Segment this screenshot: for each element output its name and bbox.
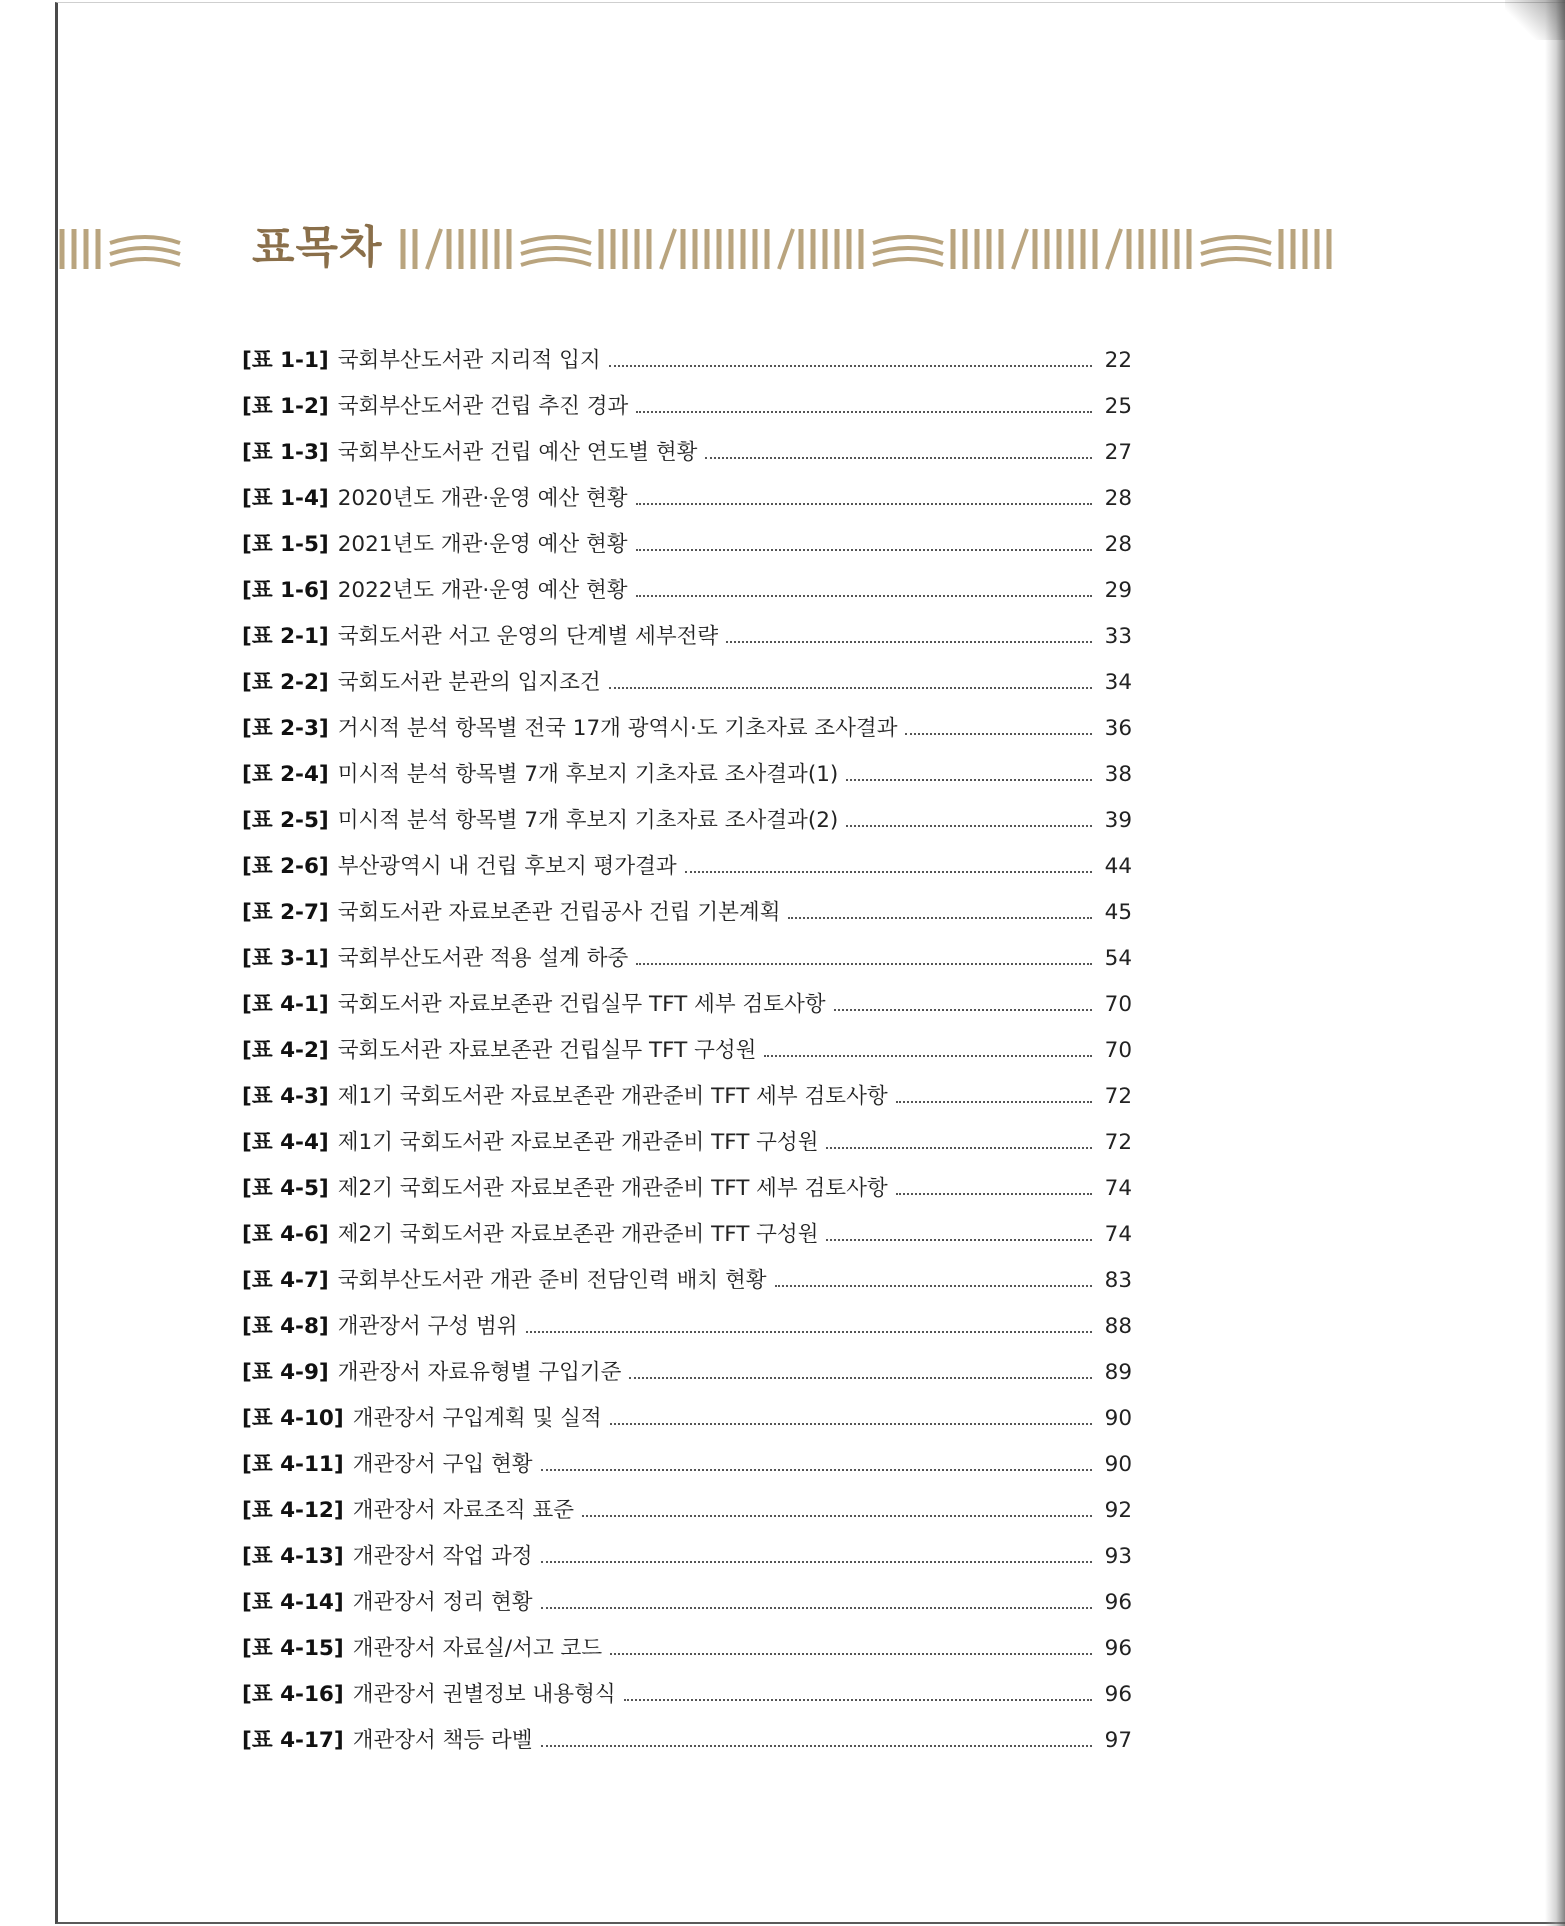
toc-entry-title: 개관장서 자료조직 표준 <box>352 1498 575 1523</box>
toc-entry-page: 93 <box>1104 1544 1132 1569</box>
toc-entry-number: [표 4-11] <box>242 1452 344 1477</box>
toc-entry-title: 국회도서관 자료보존관 건립실무 TFT 구성원 <box>337 1038 757 1063</box>
toc-dot-leader <box>834 1008 1092 1011</box>
toc-dot-leader <box>826 1238 1092 1241</box>
toc-dot-leader <box>896 1192 1092 1195</box>
toc-entry-number: [표 4-16] <box>242 1682 344 1707</box>
toc-dot-leader <box>609 686 1092 689</box>
toc-entry[interactable] <box>242 744 1132 790</box>
toc-entry[interactable] <box>242 698 1132 744</box>
toc-entry-title: 미시적 분석 항목별 7개 후보지 기초자료 조사결과(1) <box>337 762 839 787</box>
toc-entry-number: [표 4-15] <box>242 1636 344 1661</box>
toc-entry-number: [표 1-4] <box>242 486 329 511</box>
toc-entry-title: 국회도서관 분관의 입지조건 <box>337 670 601 695</box>
toc-entry-number: [표 4-5] <box>242 1176 329 1201</box>
page-title: 표목차 <box>240 220 395 276</box>
toc-entry[interactable] <box>242 330 1132 376</box>
toc-entry-page: 72 <box>1104 1084 1132 1109</box>
toc-entry[interactable] <box>242 882 1132 928</box>
toc-entry-page: 27 <box>1104 440 1132 465</box>
toc-entry-page: 90 <box>1104 1406 1132 1431</box>
ornament-wave <box>873 259 943 265</box>
toc-entry-page: 96 <box>1104 1636 1132 1661</box>
toc-entry-title: 제1기 국회도서관 자료보존관 개관준비 TFT 세부 검토사항 <box>337 1084 888 1109</box>
toc-entry-title: 개관장서 구입계획 및 실적 <box>352 1406 602 1431</box>
toc-entry-page: 90 <box>1104 1452 1132 1477</box>
toc-entry[interactable] <box>242 1434 1132 1480</box>
toc-entry-number: [표 4-4] <box>242 1130 329 1155</box>
ornament-stroke <box>1107 229 1121 269</box>
toc-entry-page: 89 <box>1104 1360 1132 1385</box>
ornament-wave <box>110 259 180 265</box>
toc-entry-page: 74 <box>1104 1222 1132 1247</box>
toc-entry[interactable] <box>242 1020 1132 1066</box>
toc-dot-leader <box>636 962 1092 965</box>
toc-entry-page: 45 <box>1104 900 1132 925</box>
toc-entry-number: [표 4-6] <box>242 1222 329 1247</box>
ornament-wave <box>110 237 180 243</box>
toc-entry-number: [표 4-3] <box>242 1084 329 1109</box>
ornament-wave <box>873 237 943 243</box>
toc-entry-page: 92 <box>1104 1498 1132 1523</box>
toc-dot-leader <box>610 1652 1092 1655</box>
toc-entry-number: [표 1-1] <box>242 348 329 373</box>
ornament-wave <box>1201 248 1271 254</box>
toc-entry-page: 72 <box>1104 1130 1132 1155</box>
toc-entry-title: 개관장서 구성 범위 <box>337 1314 518 1339</box>
toc-dot-leader <box>609 364 1092 367</box>
toc-entry-page: 29 <box>1104 578 1132 603</box>
ornament-wave <box>521 248 591 254</box>
toc-dot-leader <box>764 1054 1092 1057</box>
toc-entry-title: 국회부산도서관 개관 준비 전담인력 배치 현황 <box>337 1268 767 1293</box>
toc-entry-number: [표 2-6] <box>242 854 329 879</box>
toc-entry[interactable] <box>242 1480 1132 1526</box>
toc-entry-number: [표 2-5] <box>242 808 329 833</box>
toc-entry[interactable] <box>242 1342 1132 1388</box>
ornament-wave <box>1201 237 1271 243</box>
toc-entry[interactable] <box>242 1112 1132 1158</box>
toc-entry[interactable] <box>242 790 1132 836</box>
toc-entry-title: 2021년도 개관·운영 예산 현황 <box>337 532 628 557</box>
toc-entry-number: [표 2-1] <box>242 624 329 649</box>
toc-entry[interactable] <box>242 422 1132 468</box>
toc-entry-title: 국회도서관 자료보존관 건립공사 건립 기본계획 <box>337 900 781 925</box>
toc-dot-leader <box>705 456 1092 459</box>
toc-dot-leader <box>726 640 1092 643</box>
toc-dot-leader <box>896 1100 1092 1103</box>
toc-entry[interactable] <box>242 1250 1132 1296</box>
ornament-stroke <box>1013 229 1027 269</box>
toc-entry-title: 국회부산도서관 건립 예산 연도별 현황 <box>337 440 698 465</box>
toc-entry[interactable] <box>242 560 1132 606</box>
toc-entry-number: [표 2-2] <box>242 670 329 695</box>
toc-dot-leader <box>541 1606 1092 1609</box>
toc-entry[interactable] <box>242 1066 1132 1112</box>
toc-entry[interactable] <box>242 1296 1132 1342</box>
toc-entry-number: [표 2-7] <box>242 900 329 925</box>
toc-dot-leader <box>846 824 1092 827</box>
toc-entry-number: [표 4-8] <box>242 1314 329 1339</box>
ornament-wave <box>521 259 591 265</box>
toc-entry[interactable] <box>242 1664 1132 1710</box>
page-curl-shadow <box>1545 0 1565 1926</box>
toc-entry-page: 88 <box>1104 1314 1132 1339</box>
toc-entry-number: [표 4-1] <box>242 992 329 1017</box>
toc-entry-title: 거시적 분석 항목별 전국 17개 광역시·도 기초자료 조사결과 <box>337 716 898 741</box>
toc-entry-title: 2020년도 개관·운영 예산 현황 <box>337 486 628 511</box>
toc-entry-page: 54 <box>1104 946 1132 971</box>
toc-entry[interactable] <box>242 928 1132 974</box>
toc-entry-title: 개관장서 구입 현황 <box>352 1452 533 1477</box>
toc-entry-number: [표 1-2] <box>242 394 329 419</box>
toc-entry[interactable] <box>242 974 1132 1020</box>
toc-entry-title: 개관장서 자료실/서고 코드 <box>352 1636 603 1661</box>
toc-entry-page: 25 <box>1104 394 1132 419</box>
toc-entry-title: 국회부산도서관 적용 설계 하중 <box>337 946 629 971</box>
toc-entry-number: [표 4-14] <box>242 1590 344 1615</box>
toc-entry-title: 개관장서 작업 과정 <box>352 1544 533 1569</box>
toc-entry-number: [표 1-3] <box>242 440 329 465</box>
toc-dot-leader <box>636 502 1093 505</box>
ornament-stroke <box>779 229 793 269</box>
toc-entry-page: 28 <box>1104 532 1132 557</box>
toc-entry-number: [표 1-6] <box>242 578 329 603</box>
toc-entry-title: 개관장서 권별정보 내용형식 <box>352 1682 616 1707</box>
toc-entry-title: 개관장서 자료유형별 구입기준 <box>337 1360 622 1385</box>
toc-entry[interactable] <box>242 468 1132 514</box>
toc-entry-page: 28 <box>1104 486 1132 511</box>
toc-dot-leader <box>526 1330 1092 1333</box>
toc-dot-leader <box>541 1468 1092 1471</box>
toc-dot-leader <box>582 1514 1092 1517</box>
toc-entry-page: 74 <box>1104 1176 1132 1201</box>
toc-entry-number: [표 4-12] <box>242 1498 344 1523</box>
toc-dot-leader <box>636 594 1093 597</box>
ornament-stroke <box>427 229 441 269</box>
toc-entry[interactable] <box>242 1710 1132 1756</box>
toc-entry-number: [표 4-10] <box>242 1406 344 1431</box>
table-of-contents-list <box>242 330 1132 1756</box>
toc-entry-title: 개관장서 책등 라벨 <box>352 1728 533 1753</box>
toc-entry-number: [표 4-7] <box>242 1268 329 1293</box>
toc-entry[interactable] <box>242 652 1132 698</box>
toc-entry-title: 국회부산도서관 지리적 입지 <box>337 348 601 373</box>
ornament-stroke <box>661 229 675 269</box>
toc-dot-leader <box>775 1284 1092 1287</box>
toc-entry[interactable] <box>242 1204 1132 1250</box>
toc-entry-page: 39 <box>1104 808 1132 833</box>
toc-entry[interactable] <box>242 1618 1132 1664</box>
toc-entry-page: 22 <box>1104 348 1132 373</box>
toc-dot-leader <box>636 548 1093 551</box>
page-corner-shadow <box>1505 0 1565 40</box>
toc-entry-number: [표 4-9] <box>242 1360 329 1385</box>
toc-entry[interactable] <box>242 1572 1132 1618</box>
toc-dot-leader <box>624 1698 1092 1701</box>
toc-entry-title: 미시적 분석 항목별 7개 후보지 기초자료 조사결과(2) <box>337 808 839 833</box>
toc-entry-page: 33 <box>1104 624 1132 649</box>
ornament-wave <box>873 248 943 254</box>
toc-entry-page: 38 <box>1104 762 1132 787</box>
toc-entry-title: 제2기 국회도서관 자료보존관 개관준비 TFT 구성원 <box>337 1222 819 1247</box>
toc-entry-number: [표 4-17] <box>242 1728 344 1753</box>
toc-entry-page: 36 <box>1104 716 1132 741</box>
toc-entry-title: 2022년도 개관·운영 예산 현황 <box>337 578 628 603</box>
toc-entry[interactable] <box>242 1526 1132 1572</box>
toc-entry-number: [표 4-13] <box>242 1544 344 1569</box>
ornament-wave <box>521 237 591 243</box>
toc-entry-number: [표 1-5] <box>242 532 329 557</box>
toc-entry[interactable] <box>242 836 1132 882</box>
toc-entry-title: 제1기 국회도서관 자료보존관 개관준비 TFT 구성원 <box>337 1130 819 1155</box>
toc-dot-leader <box>541 1744 1092 1747</box>
toc-entry-number: [표 2-3] <box>242 716 329 741</box>
toc-entry-page: 70 <box>1104 992 1132 1017</box>
toc-entry[interactable] <box>242 1158 1132 1204</box>
toc-entry-page: 44 <box>1104 854 1132 879</box>
toc-entry[interactable] <box>242 514 1132 560</box>
toc-entry[interactable] <box>242 376 1132 422</box>
ornament-wave <box>110 248 180 254</box>
toc-entry-page: 96 <box>1104 1590 1132 1615</box>
toc-dot-leader <box>636 410 1092 413</box>
toc-dot-leader <box>788 916 1092 919</box>
toc-entry-page: 96 <box>1104 1682 1132 1707</box>
toc-entry-title: 국회도서관 서고 운영의 단계별 세부전략 <box>337 624 719 649</box>
toc-entry-number: [표 2-4] <box>242 762 329 787</box>
toc-dot-leader <box>905 732 1092 735</box>
toc-entry-number: [표 4-2] <box>242 1038 329 1063</box>
toc-entry-title: 개관장서 정리 현황 <box>352 1590 533 1615</box>
ornament-wave <box>1201 259 1271 265</box>
toc-dot-leader <box>610 1422 1092 1425</box>
toc-entry-title: 부산광역시 내 건립 후보지 평가결과 <box>337 854 677 879</box>
toc-entry-number: [표 3-1] <box>242 946 329 971</box>
toc-entry-title: 국회도서관 자료보존관 건립실무 TFT 세부 검토사항 <box>337 992 826 1017</box>
toc-entry-title: 국회부산도서관 건립 추진 경과 <box>337 394 629 419</box>
toc-dot-leader <box>846 778 1092 781</box>
toc-entry-title: 제2기 국회도서관 자료보존관 개관준비 TFT 세부 검토사항 <box>337 1176 888 1201</box>
toc-entry[interactable] <box>242 1388 1132 1434</box>
toc-entry-page: 97 <box>1104 1728 1132 1753</box>
toc-entry-page: 70 <box>1104 1038 1132 1063</box>
toc-entry[interactable] <box>242 606 1132 652</box>
toc-entry-page: 83 <box>1104 1268 1132 1293</box>
toc-dot-leader <box>826 1146 1092 1149</box>
toc-entry-page: 34 <box>1104 670 1132 695</box>
toc-dot-leader <box>541 1560 1092 1563</box>
toc-dot-leader <box>685 870 1092 873</box>
toc-dot-leader <box>629 1376 1092 1379</box>
